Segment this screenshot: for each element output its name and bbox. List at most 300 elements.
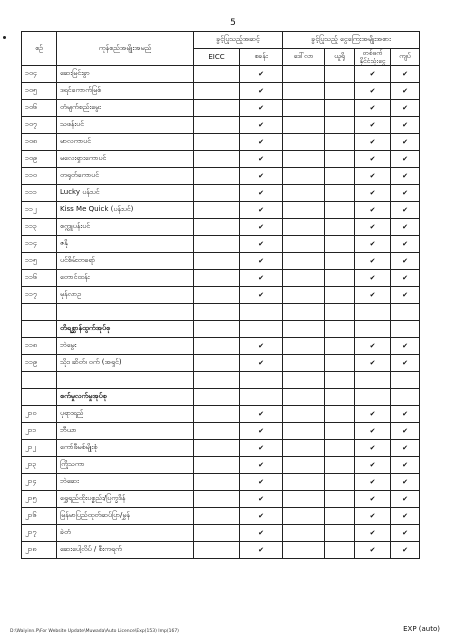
row-number: ၂၁၆ <box>22 508 57 525</box>
row-mark-cell <box>283 525 325 542</box>
footer-file-path: D:\Waiyinn.P\For Website Update\Muwada\Auto Licence\Exp(153) Imp(167) <box>10 629 179 634</box>
row-number: ၁၀၄ <box>22 66 57 83</box>
row-mark-cell <box>325 185 355 202</box>
row-mark-cell <box>283 542 325 559</box>
check-mark-icon: ✔ <box>369 70 376 78</box>
row-mark-cell <box>391 457 420 474</box>
row-mark-cell <box>283 134 325 151</box>
row-mark-cell <box>283 168 325 185</box>
row-mark-cell <box>391 406 420 423</box>
check-mark-icon: ✔ <box>258 206 264 214</box>
row-mark-cell <box>391 287 420 304</box>
table-row <box>22 134 420 151</box>
check-mark-icon: ✔ <box>258 478 264 486</box>
row-mark-cell <box>391 219 420 236</box>
spacer-row <box>22 372 420 389</box>
check-mark-icon: ✔ <box>369 104 376 112</box>
check-mark-icon: ✔ <box>402 87 408 95</box>
row-mark-cell <box>194 440 240 457</box>
row-mark-cell <box>355 100 391 117</box>
row-mark-cell <box>355 406 391 423</box>
row-item-name: မြန်မာပြည်ထုတ်ဆပ်ပြာ/မွှန် <box>57 508 194 525</box>
row-mark-cell <box>283 270 325 287</box>
row-number: ၁၁၄ <box>22 236 57 253</box>
row-item-name: သိုး၊ ဆိတ်၊ ဝက် (အရှင်) <box>57 355 194 372</box>
row-mark-cell <box>283 117 325 134</box>
row-mark-cell <box>194 508 240 525</box>
row-mark-cell <box>391 66 420 83</box>
check-mark-icon: ✔ <box>369 410 376 418</box>
check-mark-icon: ✔ <box>369 546 376 554</box>
row-mark-cell <box>283 83 325 100</box>
row-mark-cell <box>391 151 420 168</box>
row-mark-cell <box>283 151 325 168</box>
section-spacer-cell <box>240 389 283 406</box>
row-mark-cell <box>391 355 420 372</box>
row-item-name: ကြိုသကာ <box>57 457 194 474</box>
check-mark-icon: ✔ <box>258 70 264 78</box>
row-mark-cell <box>240 270 283 287</box>
row-mark-cell <box>391 525 420 542</box>
check-mark-icon: ✔ <box>369 257 376 265</box>
row-mark-cell <box>194 355 240 372</box>
check-mark-icon: ✔ <box>402 138 408 146</box>
footer-code: EXP (auto) <box>403 625 440 633</box>
header-col-kyat: ကျပ် <box>391 49 420 66</box>
check-mark-icon: ✔ <box>402 155 408 163</box>
row-mark-cell <box>391 117 420 134</box>
check-mark-icon: ✔ <box>258 223 264 231</box>
row-mark-cell <box>194 202 240 219</box>
spacer-cell <box>391 304 420 321</box>
row-mark-cell <box>240 287 283 304</box>
table-row <box>22 202 420 219</box>
section-spacer-cell <box>355 389 391 406</box>
row-mark-cell <box>391 253 420 270</box>
header-col-euro: ယူရို <box>325 49 355 66</box>
spacer-cell <box>283 304 325 321</box>
row-number: ၁၁၁ <box>22 185 57 202</box>
row-mark-cell <box>325 508 355 525</box>
spacer-cell <box>240 304 283 321</box>
row-mark-cell <box>355 491 391 508</box>
row-mark-cell <box>194 236 240 253</box>
row-mark-cell <box>325 100 355 117</box>
check-mark-icon: ✔ <box>258 87 264 95</box>
check-mark-icon: ✔ <box>402 359 408 367</box>
row-mark-cell <box>391 134 420 151</box>
row-mark-cell <box>325 474 355 491</box>
check-mark-icon: ✔ <box>258 495 264 503</box>
check-mark-icon: ✔ <box>258 189 264 197</box>
row-mark-cell <box>194 457 240 474</box>
check-mark-icon: ✔ <box>402 189 408 197</box>
row-mark-cell <box>194 253 240 270</box>
table-row <box>22 406 420 423</box>
row-mark-cell <box>391 100 420 117</box>
row-mark-cell <box>355 236 391 253</box>
section-spacer-cell <box>325 321 355 338</box>
table-row <box>22 66 420 83</box>
row-mark-cell <box>391 491 420 508</box>
row-mark-cell <box>355 117 391 134</box>
row-mark-cell <box>240 253 283 270</box>
check-mark-icon: ✔ <box>369 240 376 248</box>
row-mark-cell <box>355 151 391 168</box>
table-row <box>22 83 420 100</box>
row-mark-cell <box>355 134 391 151</box>
check-mark-icon: ✔ <box>258 461 264 469</box>
row-mark-cell <box>325 66 355 83</box>
row-mark-cell <box>355 338 391 355</box>
section-label: စက်မှုလက်မှုအုပ်စု <box>57 389 194 406</box>
row-item-name: မလေးရှားကောပင် <box>57 151 194 168</box>
row-mark-cell <box>391 508 420 525</box>
row-mark-cell <box>283 66 325 83</box>
section-spacer-cell <box>22 389 57 406</box>
row-mark-cell <box>240 508 283 525</box>
check-mark-icon: ✔ <box>369 342 376 350</box>
check-mark-icon: ✔ <box>369 512 376 520</box>
row-mark-cell <box>240 66 283 83</box>
row-mark-cell <box>240 525 283 542</box>
row-mark-cell <box>325 253 355 270</box>
row-mark-cell <box>283 474 325 491</box>
row-item-name: ဒရင်ကောက်မြစ် <box>57 83 194 100</box>
section-spacer-cell <box>194 321 240 338</box>
section-spacer-cell <box>283 389 325 406</box>
check-mark-icon: ✔ <box>258 512 264 520</box>
row-mark-cell <box>194 525 240 542</box>
row-mark-cell <box>240 202 283 219</box>
check-mark-icon: ✔ <box>402 223 408 231</box>
row-mark-cell <box>355 219 391 236</box>
row-mark-cell <box>325 287 355 304</box>
table-body <box>22 66 420 559</box>
row-mark-cell <box>283 185 325 202</box>
row-mark-cell <box>283 287 325 304</box>
row-mark-cell <box>194 83 240 100</box>
check-mark-icon: ✔ <box>402 172 408 180</box>
header-col-direct-line2: နိုင်ငံသုံးငွေ <box>359 57 386 65</box>
row-mark-cell <box>355 355 391 372</box>
table-row <box>22 423 420 440</box>
header-col-name: ကုန်စည်အမျိုးအမည် <box>57 32 194 66</box>
row-mark-cell <box>194 491 240 508</box>
check-mark-icon: ✔ <box>402 546 408 554</box>
table-row <box>22 100 420 117</box>
row-item-name: ဘဲမွေး <box>57 338 194 355</box>
row-item-name: တံမျက်စည်းမွေး <box>57 100 194 117</box>
row-mark-cell <box>283 491 325 508</box>
header-col-license: စခန်း <box>240 49 283 66</box>
check-mark-icon: ✔ <box>402 529 408 537</box>
table-row <box>22 253 420 270</box>
row-mark-cell <box>194 66 240 83</box>
row-mark-cell <box>325 440 355 457</box>
section-label: တိရစ္ဆာန်ထွက်အုပ်စု <box>57 321 194 338</box>
row-mark-cell <box>194 474 240 491</box>
check-mark-icon: ✔ <box>369 138 376 146</box>
check-mark-icon: ✔ <box>258 274 264 282</box>
section-spacer-cell <box>22 321 57 338</box>
row-item-name: ခဲတံ <box>57 525 194 542</box>
table-row <box>22 491 420 508</box>
row-mark-cell <box>355 525 391 542</box>
check-mark-icon: ✔ <box>402 410 408 418</box>
row-item-name: တောင်ထန်း <box>57 270 194 287</box>
row-mark-cell <box>240 423 283 440</box>
row-mark-cell <box>355 508 391 525</box>
row-item-name: ဘဲဆေး <box>57 474 194 491</box>
row-mark-cell <box>194 270 240 287</box>
row-mark-cell <box>391 338 420 355</box>
check-mark-icon: ✔ <box>258 427 264 435</box>
section-spacer-cell <box>355 321 391 338</box>
table-row <box>22 474 420 491</box>
spacer-cell <box>325 304 355 321</box>
row-mark-cell <box>283 338 325 355</box>
row-mark-cell <box>283 100 325 117</box>
check-mark-icon: ✔ <box>369 427 376 435</box>
row-number: ၁၀၆ <box>22 100 57 117</box>
row-item-name: ဆေးမြင်းခွာ <box>57 66 194 83</box>
row-mark-cell <box>325 236 355 253</box>
row-mark-cell <box>355 457 391 474</box>
row-mark-cell <box>355 440 391 457</box>
check-mark-icon: ✔ <box>369 206 376 214</box>
check-mark-icon: ✔ <box>402 427 408 435</box>
check-mark-icon: ✔ <box>369 495 376 503</box>
row-mark-cell <box>325 151 355 168</box>
check-mark-icon: ✔ <box>258 546 264 554</box>
row-item-name: ဘီယာ <box>57 423 194 440</box>
check-mark-icon: ✔ <box>369 87 376 95</box>
check-mark-icon: ✔ <box>258 138 264 146</box>
row-mark-cell <box>194 287 240 304</box>
row-item-name: Lucky ပန်းပင် <box>57 185 194 202</box>
row-mark-cell <box>355 474 391 491</box>
row-number: ၁၀၉ <box>22 151 57 168</box>
check-mark-icon: ✔ <box>369 529 376 537</box>
row-mark-cell <box>391 168 420 185</box>
row-number: ၂၁၃ <box>22 457 57 474</box>
check-mark-icon: ✔ <box>258 342 264 350</box>
section-spacer-cell <box>391 389 420 406</box>
row-number: ၁၁၂ <box>22 202 57 219</box>
row-mark-cell <box>240 100 283 117</box>
check-mark-icon: ✔ <box>402 104 408 112</box>
spacer-cell <box>194 372 240 389</box>
header-row-group <box>22 32 420 49</box>
spacer-cell <box>22 304 57 321</box>
table-row <box>22 117 420 134</box>
table-row <box>22 270 420 287</box>
table-row <box>22 440 420 457</box>
table-row <box>22 287 420 304</box>
check-mark-icon: ✔ <box>402 70 408 78</box>
spacer-cell <box>325 372 355 389</box>
row-mark-cell <box>283 202 325 219</box>
spacer-cell <box>391 372 420 389</box>
row-mark-cell <box>194 100 240 117</box>
row-mark-cell <box>325 134 355 151</box>
row-number: ၁၁၆ <box>22 270 57 287</box>
section-spacer-cell <box>391 321 420 338</box>
table-row <box>22 185 420 202</box>
check-mark-icon: ✔ <box>402 342 408 350</box>
row-mark-cell <box>194 219 240 236</box>
row-mark-cell <box>194 151 240 168</box>
check-mark-icon: ✔ <box>369 155 376 163</box>
row-mark-cell <box>194 338 240 355</box>
row-mark-cell <box>194 168 240 185</box>
row-mark-cell <box>355 202 391 219</box>
row-number: ၂၁၈ <box>22 542 57 559</box>
table-row <box>22 219 420 236</box>
row-mark-cell <box>240 491 283 508</box>
check-mark-icon: ✔ <box>402 291 408 299</box>
row-mark-cell <box>355 66 391 83</box>
row-mark-cell <box>240 338 283 355</box>
row-mark-cell <box>355 542 391 559</box>
check-mark-icon: ✔ <box>369 291 376 299</box>
row-number: ၂၁၅ <box>22 491 57 508</box>
check-mark-icon: ✔ <box>369 478 376 486</box>
row-number: ၁၁၇ <box>22 287 57 304</box>
row-mark-cell <box>325 117 355 134</box>
row-item-name: ဆေးပေါ့လိပ် / စီးကရက် <box>57 542 194 559</box>
row-mark-cell <box>240 185 283 202</box>
row-mark-cell <box>355 253 391 270</box>
check-mark-icon: ✔ <box>369 223 376 231</box>
row-item-name: စက္ကူပန်းပင် <box>57 219 194 236</box>
row-mark-cell <box>355 168 391 185</box>
spacer-cell <box>57 304 194 321</box>
spacer-cell <box>57 372 194 389</box>
check-mark-icon: ✔ <box>258 172 264 180</box>
check-mark-icon: ✔ <box>369 444 376 452</box>
row-mark-cell <box>355 287 391 304</box>
row-item-name: Kiss Me Quick (ပန်းပင်) <box>57 202 194 219</box>
check-mark-icon: ✔ <box>402 274 408 282</box>
check-mark-icon: ✔ <box>402 444 408 452</box>
table-row <box>22 151 420 168</box>
row-mark-cell <box>240 355 283 372</box>
row-mark-cell <box>391 236 420 253</box>
check-mark-icon: ✔ <box>258 444 264 452</box>
row-mark-cell <box>240 236 283 253</box>
row-mark-cell <box>355 270 391 287</box>
row-mark-cell <box>391 185 420 202</box>
row-item-name: ဇနို <box>57 236 194 253</box>
row-mark-cell <box>240 83 283 100</box>
table-row <box>22 168 420 185</box>
header-col-direct-line1: တစ်ဖက် <box>362 49 383 57</box>
row-mark-cell <box>391 542 420 559</box>
row-mark-cell <box>391 474 420 491</box>
header-col-direct <box>355 49 391 66</box>
check-mark-icon: ✔ <box>369 274 376 282</box>
header-col-usd: ဒေါ်လာ <box>283 49 325 66</box>
spacer-cell <box>240 372 283 389</box>
row-mark-cell <box>194 423 240 440</box>
row-mark-cell <box>283 423 325 440</box>
row-mark-cell <box>194 185 240 202</box>
row-mark-cell <box>283 355 325 372</box>
check-mark-icon: ✔ <box>258 257 264 265</box>
spacer-row <box>22 304 420 321</box>
row-number: ၂၁၄ <box>22 474 57 491</box>
row-mark-cell <box>240 474 283 491</box>
row-number: ၂၁၇ <box>22 525 57 542</box>
header-group-currency: ခွင့်ပြုသည့် ငွေကြေးအမျိုးအစား <box>283 32 420 49</box>
check-mark-icon: ✔ <box>369 359 376 367</box>
row-mark-cell <box>325 355 355 372</box>
row-mark-cell <box>240 168 283 185</box>
check-mark-icon: ✔ <box>258 155 264 163</box>
header-col-no: စဉ် <box>22 32 57 66</box>
row-mark-cell <box>240 542 283 559</box>
row-item-name: မုန်လာဥ <box>57 287 194 304</box>
check-mark-icon: ✔ <box>258 529 264 537</box>
row-item-name: ပုရားရည် <box>57 406 194 423</box>
check-mark-icon: ✔ <box>258 121 264 129</box>
row-mark-cell <box>283 440 325 457</box>
row-mark-cell <box>391 423 420 440</box>
row-mark-cell <box>325 406 355 423</box>
row-mark-cell <box>283 406 325 423</box>
check-mark-icon: ✔ <box>369 189 376 197</box>
row-mark-cell <box>391 270 420 287</box>
row-mark-cell <box>240 457 283 474</box>
row-mark-cell <box>194 117 240 134</box>
row-mark-cell <box>355 185 391 202</box>
header-group-license: ခွင့်ပြုသည့်အဆင့် <box>194 32 283 49</box>
check-mark-icon: ✔ <box>402 121 408 129</box>
row-mark-cell <box>283 253 325 270</box>
row-mark-cell <box>391 440 420 457</box>
row-mark-cell <box>355 83 391 100</box>
row-mark-cell <box>240 117 283 134</box>
row-mark-cell <box>325 219 355 236</box>
row-mark-cell <box>240 406 283 423</box>
row-mark-cell <box>240 440 283 457</box>
table-row <box>22 542 420 559</box>
table-row <box>22 525 420 542</box>
row-mark-cell <box>355 423 391 440</box>
row-number: ၁၁၃ <box>22 219 57 236</box>
spacer-cell <box>194 304 240 321</box>
row-mark-cell <box>391 83 420 100</box>
row-item-name: တရုတ်ကောပင် <box>57 168 194 185</box>
spacer-cell <box>355 304 391 321</box>
row-number: ၁၀၈ <box>22 134 57 151</box>
table-row <box>22 338 420 355</box>
row-mark-cell <box>283 508 325 525</box>
row-mark-cell <box>325 270 355 287</box>
row-item-name: ရွှေရည်ထိုးပစ္စည်း/ပြက္ခဒိန် <box>57 491 194 508</box>
goods-table <box>21 31 420 559</box>
spacer-cell <box>22 372 57 389</box>
row-mark-cell <box>391 202 420 219</box>
check-mark-icon: ✔ <box>402 240 408 248</box>
check-mark-icon: ✔ <box>258 410 264 418</box>
row-number: ၁၁၀ <box>22 168 57 185</box>
row-number: ၁၁၉ <box>22 355 57 372</box>
check-mark-icon: ✔ <box>402 495 408 503</box>
check-mark-icon: ✔ <box>369 461 376 469</box>
